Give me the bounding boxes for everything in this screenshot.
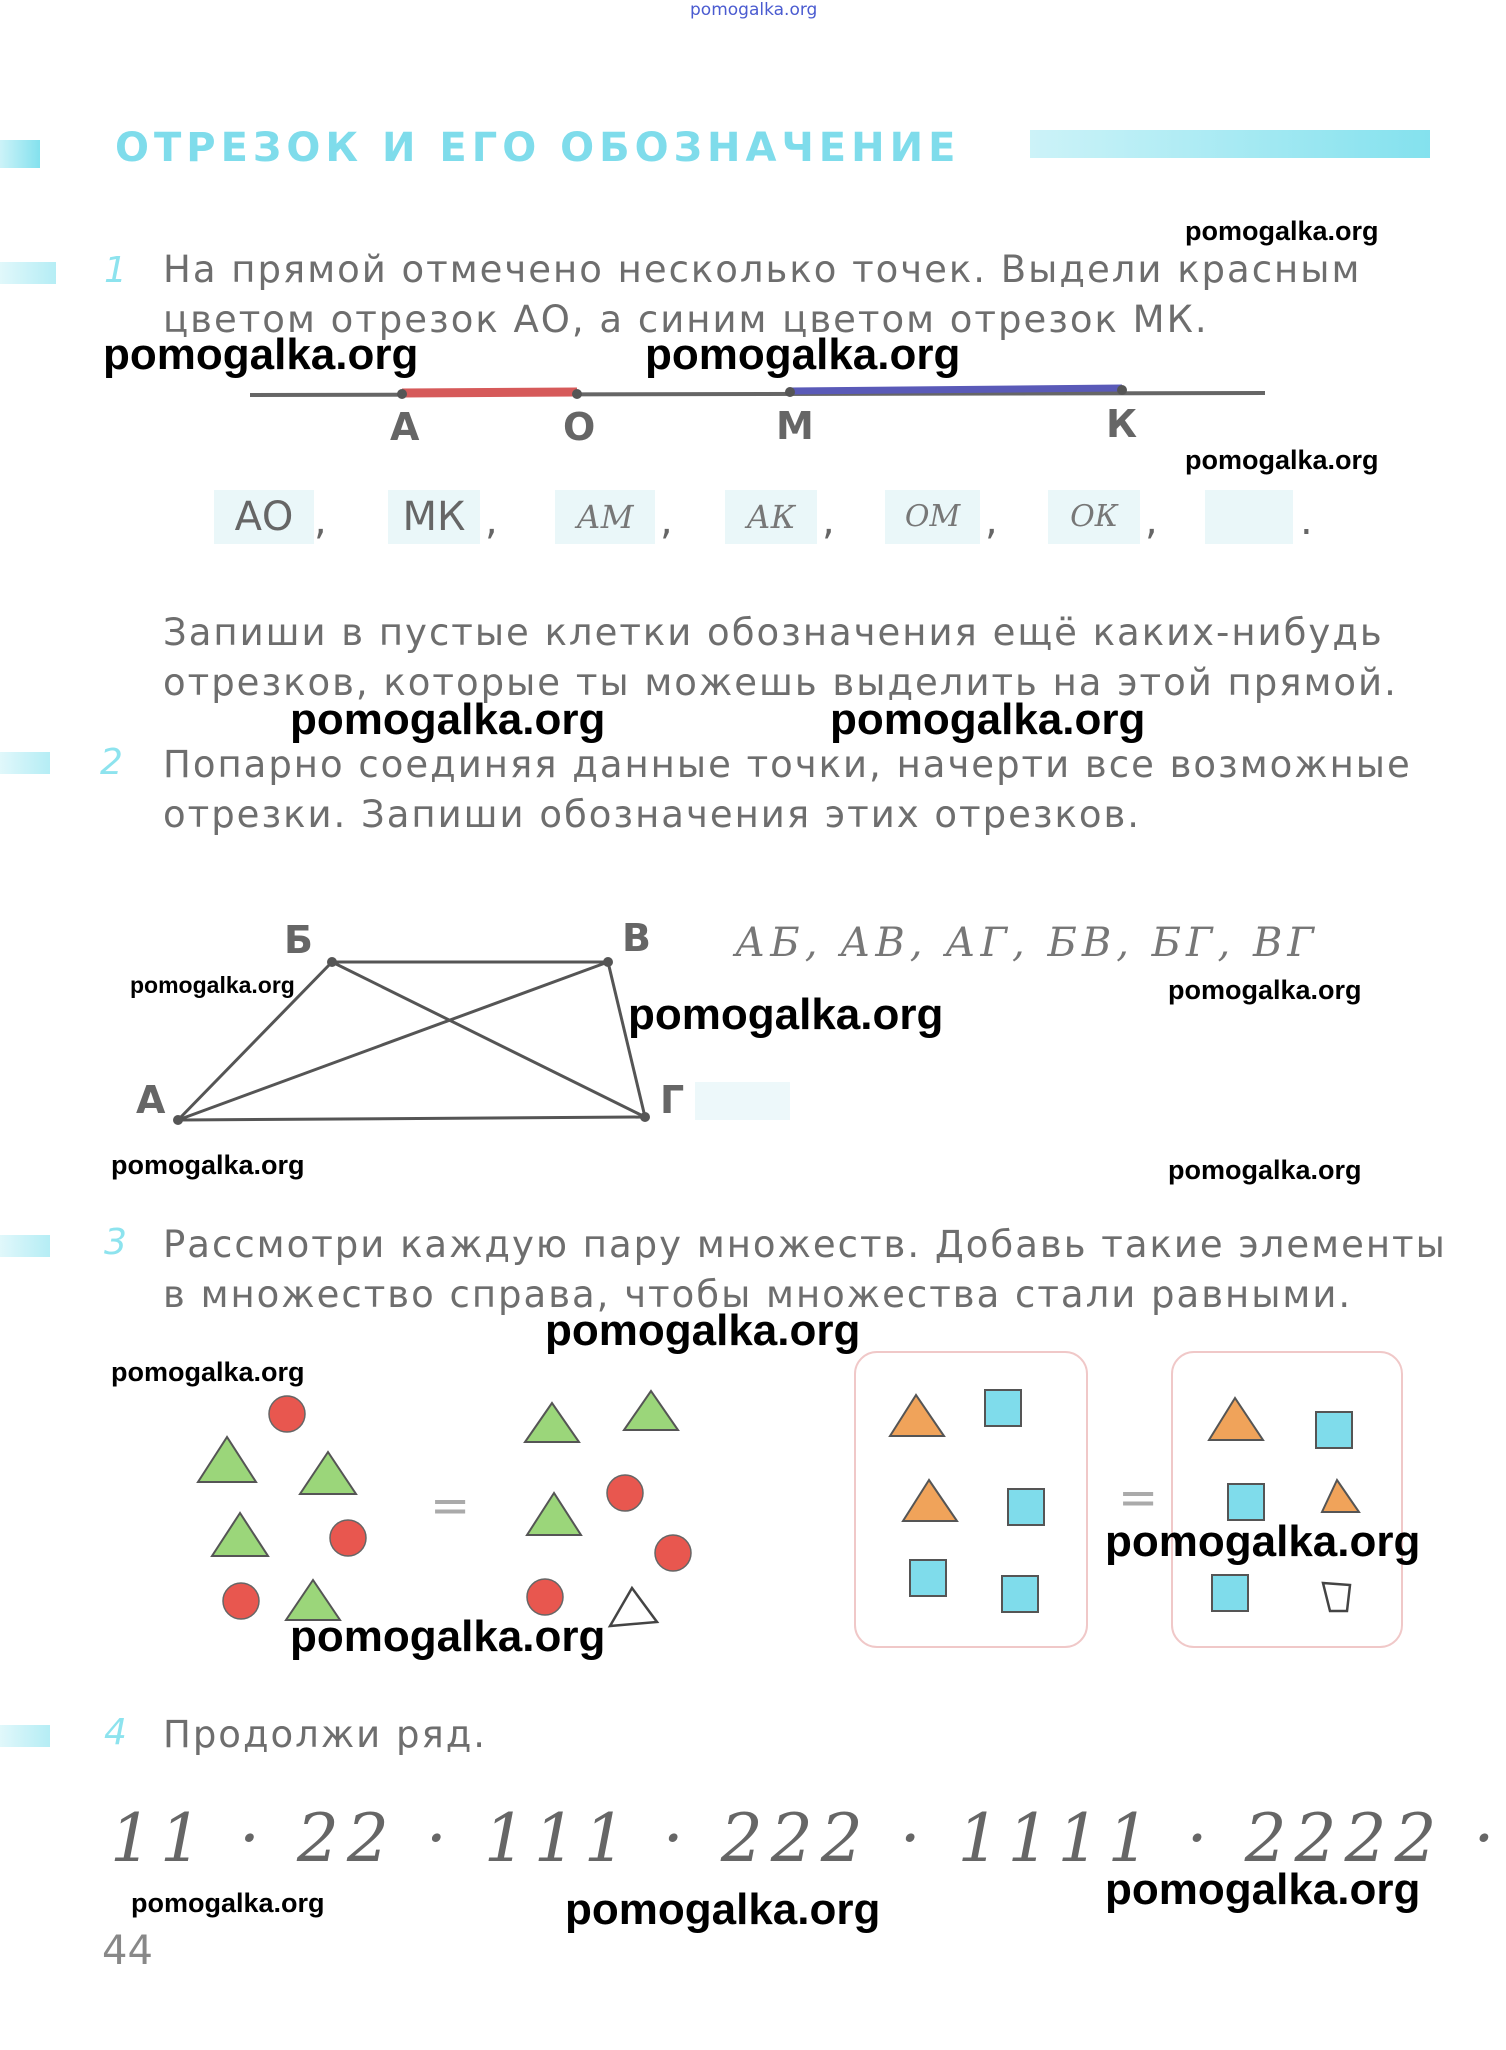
triangle-shape bbox=[212, 1513, 268, 1556]
task-1-extra-line-1: Запиши в пустые клетки обозначения ещё каких-нибудь bbox=[163, 611, 1384, 654]
sequence: 11 · 22 · 111 · 222 · 1111 · 2222 · bbox=[110, 1800, 1503, 1877]
label-a: А bbox=[390, 405, 420, 449]
cell-5-text: ОМ bbox=[904, 499, 961, 534]
triangle-shape bbox=[890, 1395, 944, 1436]
top-watermark: pomogalka.org bbox=[690, 0, 818, 20]
watermark: pomogalka.org bbox=[1185, 216, 1379, 246]
square-shape bbox=[1228, 1484, 1264, 1520]
label-b: Б bbox=[284, 918, 313, 962]
cell-7-empty bbox=[1205, 490, 1293, 544]
task-2-number: 2 bbox=[100, 742, 123, 783]
watermark: pomogalka.org bbox=[111, 1150, 305, 1180]
point-v bbox=[603, 957, 613, 967]
point-o bbox=[572, 389, 582, 399]
label-g: Г bbox=[660, 1078, 685, 1122]
comma: , bbox=[985, 498, 998, 544]
comma: , bbox=[660, 498, 673, 544]
watermark: pomogalka.org bbox=[111, 1357, 305, 1387]
circle-shape bbox=[223, 1583, 259, 1619]
point-a2 bbox=[173, 1115, 183, 1125]
task-1-extra-line-2: отрезков, которые ты можешь выделить на этой прямой. bbox=[163, 661, 1398, 704]
cell-4 bbox=[725, 490, 817, 544]
cell-3 bbox=[555, 490, 655, 544]
empty-answer-cell bbox=[695, 1082, 790, 1120]
label-a-2: А bbox=[136, 1078, 166, 1122]
section-title: ОТРЕЗОК И ЕГО ОБОЗНАЧЕНИЕ bbox=[115, 125, 961, 171]
drawn-triangle-shape bbox=[1322, 1480, 1359, 1512]
triangle-shape bbox=[525, 1403, 579, 1442]
task-4-number: 4 bbox=[104, 1712, 127, 1753]
task-3-text bbox=[163, 1220, 1447, 1320]
equals-sign-1: = bbox=[430, 1478, 471, 1534]
point-g bbox=[640, 1112, 650, 1122]
task-2-line-1: Попарно соединяя данные точки, начерти все возможные bbox=[163, 743, 1412, 786]
triangle-shape bbox=[527, 1493, 581, 1535]
watermark: pomogalka.org bbox=[1185, 445, 1379, 475]
set-2-left bbox=[890, 1390, 1044, 1612]
circle-shape bbox=[527, 1579, 563, 1615]
triangle-shape bbox=[1209, 1398, 1263, 1440]
watermark: pomogalka.org bbox=[130, 972, 295, 998]
watermark: pomogalka.org bbox=[290, 1612, 606, 1661]
circle-shape bbox=[655, 1535, 691, 1571]
watermark: pomogalka.org bbox=[131, 1888, 325, 1918]
task-3-line-2: в множество справа, чтобы множества стали равными. bbox=[163, 1273, 1353, 1316]
watermark: pomogalka.org bbox=[1168, 975, 1362, 1005]
cell-2 bbox=[388, 490, 480, 544]
square-shape bbox=[1008, 1489, 1044, 1525]
segment-ag bbox=[178, 1117, 645, 1120]
cell-4-text: АК bbox=[746, 498, 796, 536]
drawn-triangle-shape bbox=[610, 1588, 657, 1626]
watermark: pomogalka.org bbox=[1105, 1865, 1421, 1914]
triangle-shape bbox=[198, 1437, 256, 1482]
cell-1-text: АО bbox=[234, 494, 294, 540]
task-3-line-1: Рассмотри каждую пару множеств. Добавь такие элементы bbox=[163, 1223, 1447, 1266]
label-m: М bbox=[776, 404, 814, 448]
point-b bbox=[327, 957, 337, 967]
label-k: К bbox=[1106, 402, 1138, 446]
cell-1 bbox=[214, 490, 314, 544]
watermark: pomogalka.org bbox=[103, 330, 419, 379]
watermark: pomogalka.org bbox=[1168, 1155, 1362, 1185]
point-k bbox=[1117, 385, 1127, 395]
segment-mk-blue bbox=[790, 388, 1122, 391]
square-shape bbox=[910, 1560, 946, 1596]
end-dot: . bbox=[1300, 498, 1313, 544]
cell-6 bbox=[1048, 490, 1140, 544]
circle-shape bbox=[607, 1475, 643, 1511]
square-shape bbox=[1002, 1576, 1038, 1612]
set-2-right-box bbox=[1172, 1352, 1402, 1647]
square-shape bbox=[1316, 1412, 1352, 1448]
set-1-right bbox=[525, 1391, 691, 1626]
square-shape bbox=[985, 1390, 1021, 1426]
watermark: pomogalka.org bbox=[645, 330, 961, 379]
set-2-right bbox=[1209, 1398, 1359, 1611]
label-v: В bbox=[622, 916, 651, 960]
label-o: О bbox=[563, 405, 596, 449]
triangle-shape bbox=[300, 1452, 356, 1494]
segment-ao-red bbox=[402, 392, 577, 393]
comma: , bbox=[822, 498, 835, 544]
circle-shape bbox=[330, 1520, 366, 1556]
watermark: pomogalka.org bbox=[545, 1306, 861, 1355]
task-1-extra-text bbox=[163, 608, 1398, 708]
comma: , bbox=[314, 498, 327, 544]
cell-3-text: АМ bbox=[576, 498, 634, 536]
triangle-shape bbox=[624, 1391, 678, 1430]
equals-sign-2: = bbox=[1118, 1470, 1159, 1526]
watermark: pomogalka.org bbox=[290, 695, 606, 744]
task-2-answer: АБ, АВ, АГ, БВ, БГ, ВГ bbox=[735, 920, 1319, 966]
task-4-text: Продолжи ряд. bbox=[163, 1713, 488, 1756]
circle-shape bbox=[269, 1396, 305, 1432]
point-m bbox=[785, 387, 795, 397]
task-1-line-2: цветом отрезок АО, а синим цветом отрезок МК. bbox=[163, 298, 1209, 341]
task-1-number: 1 bbox=[104, 250, 127, 291]
cell-5 bbox=[885, 490, 980, 544]
comma: , bbox=[485, 498, 498, 544]
watermark: pomogalka.org bbox=[565, 1885, 881, 1934]
set-2-left-box bbox=[855, 1352, 1087, 1647]
point-a bbox=[397, 389, 407, 399]
comma: , bbox=[1145, 498, 1158, 544]
page-number: 44 bbox=[102, 1928, 153, 1974]
task-2-text bbox=[163, 740, 1412, 840]
set-1-left bbox=[198, 1396, 366, 1620]
triangle-shape bbox=[903, 1480, 957, 1521]
cell-2-text: МК bbox=[402, 494, 466, 540]
segment-bg bbox=[332, 962, 645, 1117]
watermark: pomogalka.org bbox=[628, 990, 944, 1039]
square-shape bbox=[1212, 1575, 1248, 1611]
watermark: pomogalka.org bbox=[1105, 1517, 1421, 1566]
task-2-line-2: отрезки. Запиши обозначения этих отрезков. bbox=[163, 793, 1142, 836]
task-1-line-1: На прямой отмечено несколько точек. Выдели красным bbox=[163, 248, 1362, 291]
task-3-number: 3 bbox=[104, 1222, 127, 1263]
drawn-square-shape bbox=[1323, 1583, 1350, 1611]
cell-6-text: ОК bbox=[1070, 499, 1118, 534]
watermark: pomogalka.org bbox=[830, 695, 1146, 744]
